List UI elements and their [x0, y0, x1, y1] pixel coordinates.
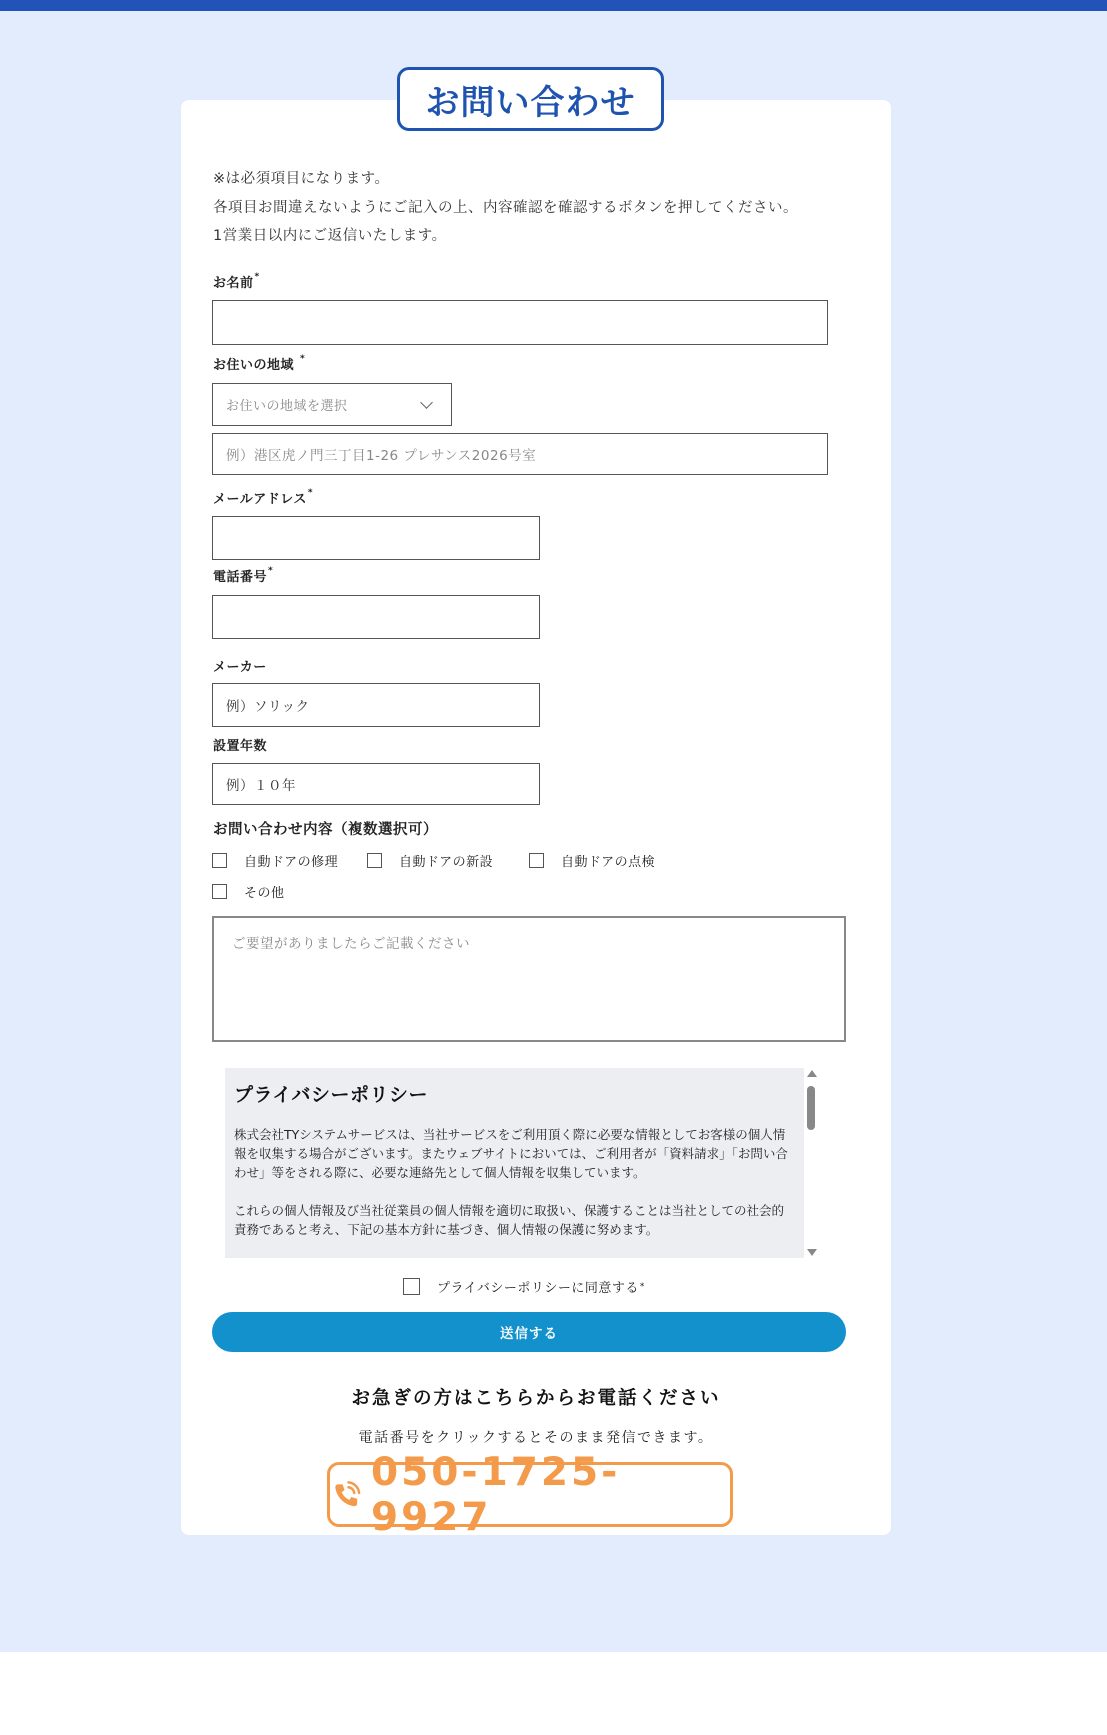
checkbox[interactable] — [212, 853, 227, 868]
years-label: 設置年数 — [213, 739, 268, 754]
phone-icon — [330, 1478, 363, 1512]
privacy-agree-label: プライバシーポリシーに同意する — [437, 1281, 639, 1296]
phone-call-button[interactable] — [327, 1449, 733, 1540]
phone-number: 050-1725-9927 — [371, 1449, 621, 1540]
required-mark: * — [268, 566, 274, 576]
privacy-policy-title: プライバシーポリシー — [234, 1084, 429, 1106]
required-mark: * — [300, 354, 306, 364]
checkbox[interactable] — [367, 853, 382, 868]
urgent-call-title: お急ぎの方はこちらからお電話ください — [351, 1388, 721, 1409]
inquiry-label: お問い合わせ内容（複数選択可） — [213, 822, 438, 838]
scroll-up-arrow-icon[interactable] — [807, 1070, 817, 1077]
urgent-call-subtitle: 電話番号をクリックするとそのまま発信できます。 — [358, 1430, 714, 1446]
checkbox[interactable] — [212, 884, 227, 899]
message-textarea[interactable] — [212, 916, 846, 1042]
region-select[interactable] — [212, 383, 452, 426]
intro-reply-note: 1営業日以内にご返信いたします。 — [213, 228, 447, 244]
privacy-agree-checkbox[interactable] — [403, 1278, 420, 1295]
years-input[interactable] — [212, 763, 540, 805]
intro-instructions: 各項目お間違えないようにご記入の上、内容確認を確認するボタンを押してください。 — [213, 200, 798, 216]
name-label-text: お名前 — [213, 276, 254, 291]
region-select-value: お住いの地域を選択 — [226, 399, 348, 414]
phone-label-text: 電話番号 — [213, 570, 268, 585]
maker-input[interactable] — [212, 683, 540, 727]
phone-label — [213, 566, 273, 585]
inquiry-option-other[interactable] — [212, 882, 285, 901]
required-mark: * — [307, 488, 314, 498]
address-placeholder: 例）港区虎ノ門三丁目1-26 プレサンス2026号室 — [226, 448, 537, 464]
submit-button[interactable]: 送信する — [212, 1312, 846, 1352]
region-label — [213, 354, 305, 373]
privacy-agree[interactable] — [403, 1277, 645, 1296]
inquiry-option-label: 自動ドアの新設 — [399, 855, 494, 870]
name-input[interactable] — [212, 300, 828, 345]
inquiry-option-inspection[interactable] — [529, 851, 655, 870]
message-placeholder: ご要望がありましたらご記載ください — [232, 936, 470, 952]
region-label-text: お住いの地域 — [213, 358, 295, 373]
required-mark: * — [254, 272, 260, 282]
chevron-down-icon — [420, 396, 433, 409]
maker-label: メーカー — [213, 660, 267, 675]
phone-input[interactable] — [212, 595, 540, 639]
page-title: お問い合わせ — [397, 67, 664, 131]
inquiry-option-label: 自動ドアの修理 — [244, 855, 339, 870]
required-mark: * — [639, 1281, 645, 1292]
name-label — [213, 272, 260, 291]
address-input[interactable] — [212, 433, 828, 475]
scroll-thumb[interactable] — [807, 1086, 815, 1130]
inquiry-option-label: 自動ドアの点検 — [561, 855, 656, 870]
inquiry-option-repair[interactable] — [212, 851, 338, 870]
privacy-policy-paragraph: 株式会社TYシステムサービスは、当社サービスをご利用頂く際に必要な情報としてお客様の個人情報を収集する場合がございます。またウェブサイトにおいては、ご利用者が「資料請求」「お問い合わせ」等をされる際に、必要な連絡先として個人情報を収集しています。 — [234, 1127, 788, 1180]
years-placeholder: 例）１０年 — [226, 778, 296, 794]
inquiry-option-label: その他 — [244, 886, 285, 901]
privacy-policy-paragraph: これらの個人情報及び当社従業員の個人情報を適切に取扱い、保護することは当社としての社会的責務であると考え、下記の基本方針に基づき、個人情報の保護に努めます。 — [234, 1203, 785, 1237]
privacy-policy-box[interactable] — [225, 1068, 804, 1258]
maker-placeholder: 例）ソリック — [226, 699, 310, 715]
privacy-policy-scrollbar[interactable] — [805, 1070, 817, 1256]
email-label-text: メールアドレス — [213, 492, 307, 507]
intro-required-note: ※は必須項目になります。 — [213, 171, 390, 187]
scroll-down-arrow-icon[interactable] — [807, 1249, 817, 1256]
top-bar — [0, 0, 1107, 11]
checkbox[interactable] — [529, 853, 544, 868]
email-label — [213, 488, 313, 507]
email-input[interactable] — [212, 516, 540, 560]
inquiry-option-new[interactable] — [367, 851, 493, 870]
